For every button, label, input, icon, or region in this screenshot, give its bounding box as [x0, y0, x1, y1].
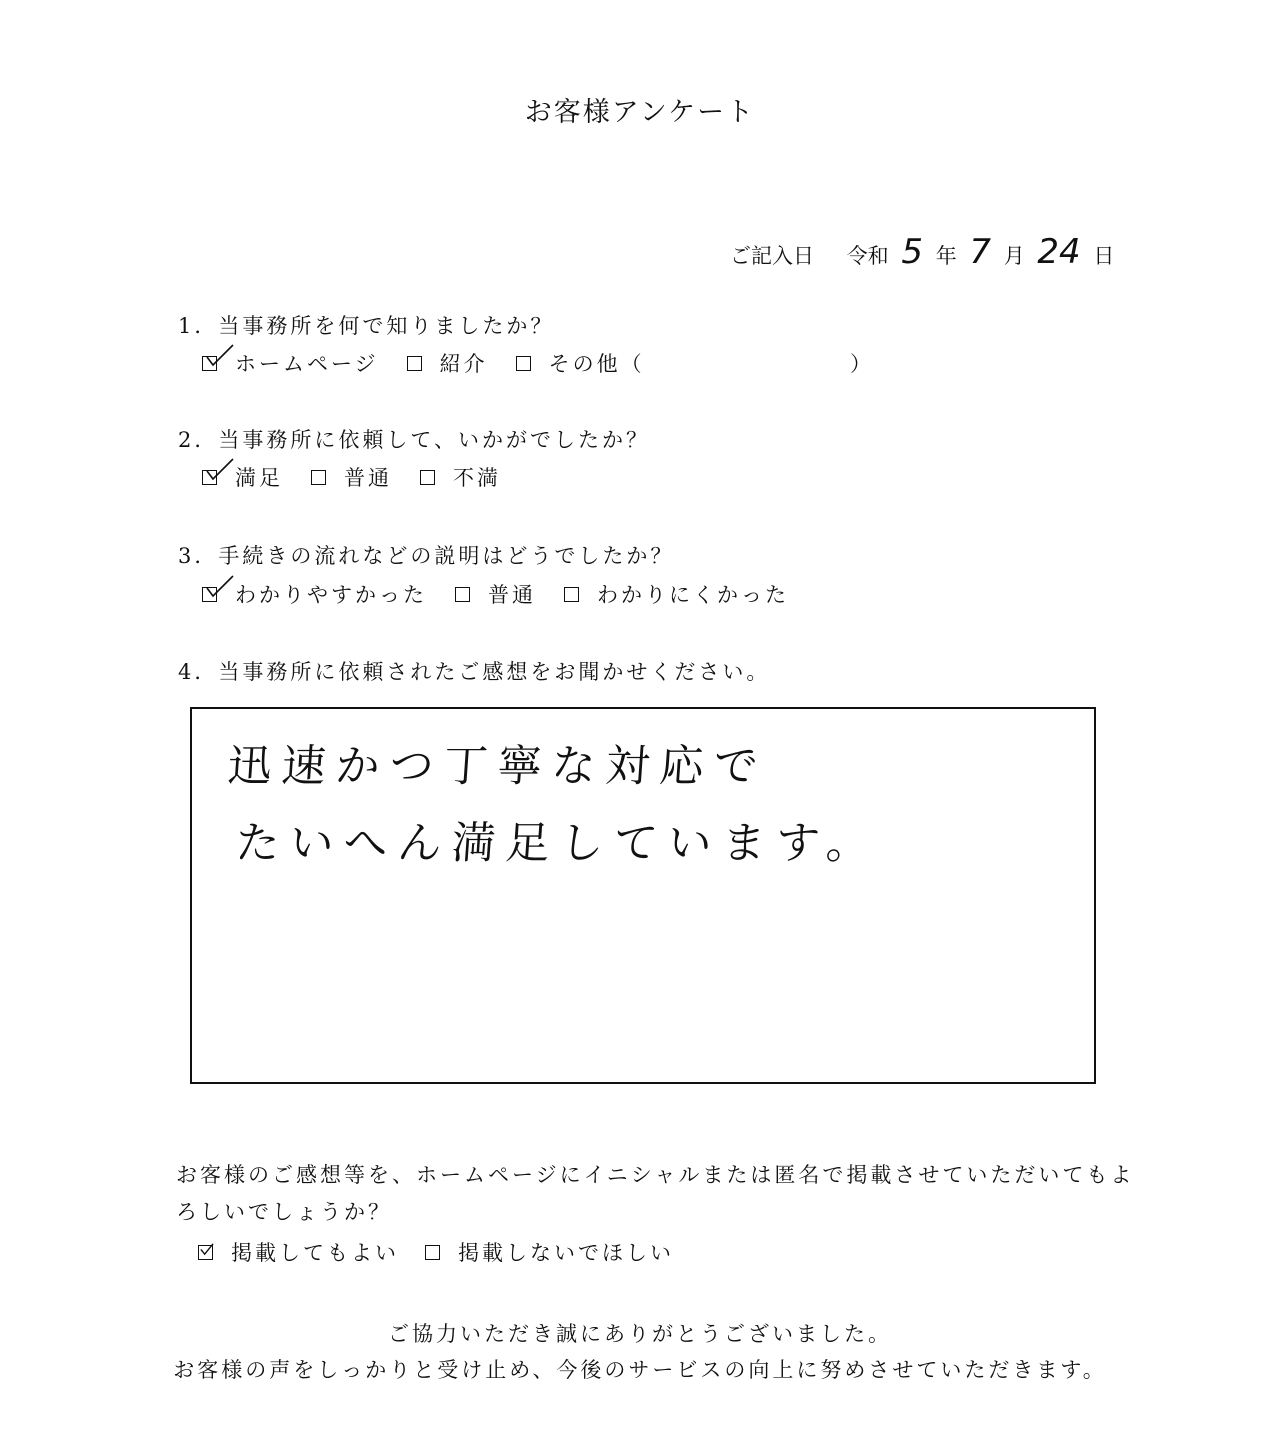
checkmark-icon	[205, 343, 235, 373]
option-hard[interactable]	[564, 579, 789, 609]
question-3-text: 3．手続きの流れなどの説明はどうでしたか？	[178, 544, 675, 568]
checkbox-normal-3[interactable]	[455, 587, 470, 602]
checkbox-easy[interactable]	[202, 587, 217, 602]
option-easy-label: わかりやすかった	[235, 583, 427, 607]
question-3-options	[202, 579, 817, 609]
option-normal-3[interactable]	[455, 579, 536, 609]
option-dissatisfied[interactable]	[420, 462, 501, 492]
survey-title: お客様アンケート	[524, 97, 756, 128]
checkbox-other[interactable]	[516, 356, 531, 371]
date-day-unit: 日	[1093, 244, 1115, 268]
question-1-options	[202, 348, 673, 378]
option-easy[interactable]	[202, 579, 427, 609]
option-satisfied[interactable]	[202, 462, 283, 492]
option-normal-label: 普通	[344, 466, 392, 490]
option-homepage-label: ホームページ	[235, 352, 379, 376]
checkmark-icon	[200, 1242, 214, 1256]
publish-question-line-1: お客様のご感想等を、ホームページにイニシャルまたは匿名で掲載させていただいてもよ	[176, 1163, 1135, 1187]
checkbox-publish-no[interactable]	[425, 1245, 440, 1260]
checkbox-referral[interactable]	[407, 356, 422, 371]
option-dissatisfied-label: 不満	[453, 466, 501, 490]
date-month-unit: 月	[1003, 244, 1025, 268]
other-close-paren: ）	[850, 352, 874, 376]
comment-line-1: 迅速かつ丁寧な対応で	[225, 741, 770, 792]
question-2-text: 2．当事務所に依頼して、いかがでしたか？	[178, 428, 650, 452]
option-other[interactable]	[516, 348, 645, 378]
option-publish-ok-label: 掲載してもよい	[231, 1241, 399, 1265]
thanks-line-2: お客様の声をしっかりと受け止め、今後のサービスの向上に努めさせていただきます。	[173, 1358, 1107, 1382]
option-publish-ok[interactable]	[198, 1237, 399, 1267]
checkbox-publish-ok[interactable]	[198, 1245, 213, 1260]
date-era: 令和	[846, 244, 889, 268]
checkbox-satisfied[interactable]	[202, 470, 217, 485]
option-publish-no-label: 掲載しないでほしい	[458, 1241, 674, 1265]
date-year-unit: 年	[935, 244, 957, 268]
date-field	[730, 232, 1114, 272]
date-day[interactable]: 24	[1037, 232, 1081, 272]
option-publish-no[interactable]	[425, 1237, 674, 1267]
option-referral-label: 紹介	[439, 352, 488, 376]
date-month[interactable]: 7	[969, 232, 992, 272]
option-normal-3-label: 普通	[488, 583, 536, 607]
option-hard-label: わかりにくかった	[597, 583, 789, 607]
comment-line-2: たいへん満足しています。	[233, 818, 882, 869]
checkmark-icon	[205, 574, 235, 604]
date-year[interactable]: 5	[901, 232, 924, 272]
thanks-line-1: ご協力いただき誠にありがとうございました。	[388, 1322, 892, 1346]
publish-options	[198, 1237, 702, 1267]
question-4-text: 4．当事務所に依頼されたご感想をお聞かせください。	[178, 660, 771, 684]
question-2-options	[202, 462, 529, 492]
option-referral[interactable]	[407, 348, 488, 378]
checkbox-homepage[interactable]	[202, 356, 217, 371]
checkbox-hard[interactable]	[564, 587, 579, 602]
checkbox-normal[interactable]	[311, 470, 326, 485]
option-satisfied-label: 満足	[235, 466, 283, 490]
checkbox-dissatisfied[interactable]	[420, 470, 435, 485]
checkmark-icon	[205, 457, 235, 487]
date-label: ご記入日	[730, 244, 814, 268]
option-other-label: その他（	[548, 352, 645, 376]
question-1-text: 1．当事務所を何で知りましたか？	[178, 314, 555, 338]
option-homepage[interactable]	[202, 348, 379, 378]
option-normal[interactable]	[311, 462, 392, 492]
publish-question-line-2: ろしいでしょうか？	[176, 1200, 392, 1224]
